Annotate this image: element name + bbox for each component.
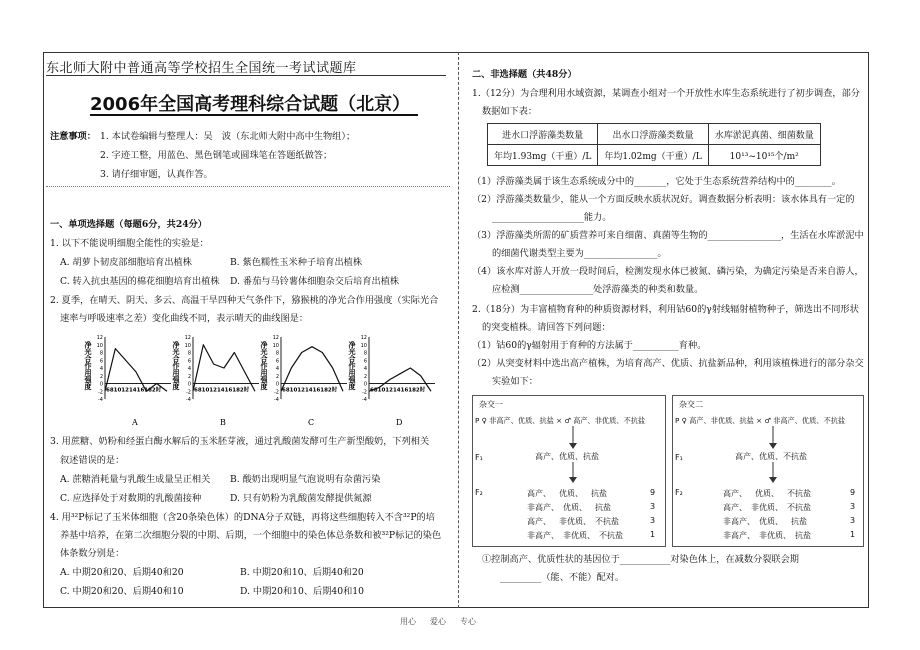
chart-ytick-label: -2 [98,389,103,396]
chart-ytick-label: 6 [275,358,279,365]
f2-ratio: 3 [650,516,656,525]
table-cell: 10¹³~10¹⁵个/m² [708,145,820,166]
chart-ytick-label: 12 [272,335,279,341]
q2-line1: 2. 夏季，在晴天、阴天、多云、高温干旱四种天气条件下，猕猴桃的净光合作用强度（实际光合 [50,295,439,306]
q1-option-a: A. 胡萝卜韧皮部细胞培育出植株 [60,257,192,268]
chart-ytick-label: 8 [275,350,279,357]
title-underline [90,114,418,116]
note-2: 2. 字迹工整，用蓝色、黑色钢笔或圆珠笔在答题纸做答； [100,150,333,161]
chart-caption: B [220,418,226,427]
chart-ytick-label: 2 [99,373,103,380]
exam-title: 2006年全国高考理科综合试题（北京） [90,94,411,115]
chart-caption: C [308,418,315,427]
f2-ratio: 3 [850,516,856,525]
chart-ytick-label: 10 [96,342,103,349]
section2-title: 二、非选择题（共48分） [472,69,577,80]
s2q1-part4b: 应检测________________处浮游藻类的种类和数量。 [492,284,704,295]
s2q1-part3a: （3）浮游藻类所需的矿质营养可来自细菌、真菌等生物的________________，生活在水库淤泥中 [472,230,864,241]
s2q1-part2b: ____________________能力。 [492,212,612,223]
q1-stem: 1. 以下不能说明细胞全能性的实验是： [50,238,209,249]
column-divider [458,52,459,608]
chart-ytick-label: 6 [363,358,367,365]
chart-ytick-label: 0 [363,381,367,388]
chart-ytick-label: 4 [187,366,191,372]
chart-ytick-label: 2 [275,373,279,380]
s2q2-part2b: 实验如下： [492,376,538,387]
q1-option-c: C. 转入抗虫基因的棉花细胞培育出植株 [60,276,220,287]
chart-ytick-label: 4 [99,366,103,372]
chart-ytick-label: -4 [186,397,191,403]
s2q1-part2a: （2）浮游藻类数量少，能从一个方面反映水质状况好。调查数据分析表明：该水体具有一定的 [472,194,855,205]
chart-series-line [281,347,343,392]
s2q2-part1: （1）钴60的γ辐射用于育种的方法属于__________育种。 [472,340,707,351]
f2-row: 非高产、 非优质、 不抗盐 [527,531,623,540]
chart-ytick-label: -4 [274,397,279,403]
chart-ytick-label: 2 [187,373,191,380]
cross-one-parents: P ♀ 非高产、优质、抗盐 × ♂ 高产、非优质、不抗盐 [475,416,646,425]
f2-ratio: 1 [650,530,656,539]
cross-two-f1: 高产、优质、不抗盐 [735,452,807,461]
table-cell: 年均1.02mg（干重）/L [598,145,708,166]
cross-two-f2-label: F₂ [675,488,683,497]
chart-ytick-label: 12 [96,335,103,341]
cross-two-arrows [673,396,863,546]
section1-title: 一、单项选择题（每题6分，共24分） [50,219,207,230]
q1-option-b: B. 紫色糯性玉米种子培育出植株 [230,257,363,268]
q4-option-b: B. 中期20和10、后期40和20 [240,567,364,578]
table-header-row [488,124,821,145]
question-bank-header: 东北师大附中普通高等学校招生全国统一考试试题库 [46,61,357,76]
f2-ratio: 1 [850,530,856,539]
q4-option-d: D. 中期20和10、后期40和10 [240,586,364,597]
chart-ylabel: 净光合作用强度 [172,341,180,390]
s2q1-part1: （1）浮游藻类属于该生态系统成分中的_______，它处于生态系统营养结构中的________。 [472,176,841,187]
q4-line1: 4. 用³²P标记了玉米体细胞（含20条染色体）的DNA分子双链，再将这些细胞转入不含³²P的培 [50,512,435,523]
chart-ytick-label: 0 [187,381,191,388]
table-row [488,145,821,166]
chart-ytick-label: 0 [99,381,103,388]
chart-ytick-label: 4 [275,366,279,372]
q1-option-d: D. 番茄与马铃薯体细胞杂交后培育出植株 [230,276,400,287]
chart-caption: D [396,418,403,427]
chart-series-line [105,349,167,392]
chart-series-line [193,345,255,392]
chart-ytick-label: 12 [360,335,367,341]
chart-xtick-label: 6810121416182时 [282,387,338,394]
cross-two-f1-label: F₁ [675,453,683,462]
footer-word: 爱心 [430,617,446,626]
table-cell: 年均1.93mg（干重）/L [488,145,598,166]
cross-two-parents: P ♀ 高产、非优质、抗盐 × ♂ 非高产、优质、不抗盐 [675,416,846,425]
f2-row: 高产、 非优质、 不抗盐 [723,503,811,512]
chart-ytick-label: 8 [187,350,191,357]
f2-row: 非高产、 优质、 抗盐 [723,517,807,526]
chart-xtick-label: 6810121416182时 [370,387,426,394]
q2-line2: 速率与呼吸速率之差）变化曲线不同，表示晴天的曲线图是： [60,313,309,324]
s2q1-line1: 1.（12分）为合理利用水域资源，某调查小组对一个开放性水库生态系统进行了初步调查，部分 [472,88,860,99]
chart-ytick-label: -2 [362,389,367,396]
s2q1-line2: 数据如下表： [482,106,538,117]
f2-row: 非高产、 优质、 抗盐 [527,503,611,512]
s2q2-line2: 的突变植株。请回答下列问题： [482,322,611,333]
table-header-cell: 出水口浮游藻类数量 [598,124,708,145]
chart-ytick-label: 0 [275,381,279,388]
s2q2-part3b: _________（能、不能）配对。 [500,572,625,583]
cross-two-title: 杂交二 [679,400,703,409]
footer-word: 用心 [400,617,416,626]
q4-option-a: A. 中期20和20、后期40和20 [60,567,184,578]
s2q1-part3b: 的细菌代谢类型主要为________________。 [492,248,667,259]
chart-ytick-label: 4 [363,366,367,372]
chart-ytick-label: 10 [272,342,279,349]
chart-caption: A [132,418,138,427]
chart-ytick-label: 6 [99,358,103,365]
cross-one-title: 杂交一 [479,400,503,409]
f2-row: 非高产、 非优质、 抗盐 [723,531,811,540]
q4-line2: 养基中培养，在第二次细胞分裂的中期、后期，一个细胞中的染色体总条数和被³²P标记的染色 [60,530,442,541]
chart-ytick-label: 10 [360,342,367,349]
s2q1-part4a: （4）该水库对游人开放一段时间后，检测发现水体已被氮、磷污染，为确定污染是否来自游人， [472,266,864,277]
cross-one-f2-label: F₂ [475,488,483,497]
chart-ytick-label: -4 [98,397,103,403]
table-header-cell: 进水口浮游藻类数量 [488,124,598,145]
table-header-cell: 水库淤泥真菌、细菌数量 [708,124,820,145]
cross-one-f1-label: F₁ [475,453,483,462]
q3-option-c: C. 应选择处于对数期的乳酸菌接种 [60,493,202,504]
footer-word: 专心 [460,617,476,626]
dotted-separator [46,186,450,187]
f2-ratio: 9 [850,488,856,497]
cross-one-arrows [473,396,665,546]
chart-ytick-label: -4 [362,397,367,403]
chart-ytick-label: 6 [187,358,191,365]
f2-row: 高产、 非优质、 不抗盐 [527,517,619,526]
f2-row: 高产、 优质、 抗盐 [527,489,607,498]
note-1: 1. 本试卷编辑与整理人：吴 波（东北师大附中高中生物组）； [100,131,356,142]
q3-line2: 叙述错误的是： [60,455,125,466]
chart-xtick-label: 6810121416182时 [194,387,250,394]
cross-one-f1: 高产、优质、抗盐 [535,452,599,461]
cross-one-panel [472,395,666,547]
q3-line1: 3. 用蔗糖、奶粉和经蛋白酶水解后的玉米胚芽液，通过乳酸菌发酵可生产新型酸奶，下列相关 [50,436,430,447]
f2-ratio: 3 [850,502,856,511]
chart-ylabel: 净光合作用强度 [84,341,92,390]
q4-line3: 体条数分别是： [60,548,125,559]
q3-option-d: D. 只有奶粉为乳酸菌发酵提供氮源 [230,493,372,504]
s2q2-part2a: （2）从突变材料中选出高产植株，为培育高产、优质、抗盐新品种，利用该植株进行的部分杂交 [472,358,864,369]
f2-ratio: 9 [650,488,656,497]
q3-option-b: B. 酸奶出现明显气泡说明有杂菌污染 [230,474,381,485]
chart-ytick-label: 8 [99,350,103,357]
chart-ytick-label: 2 [363,373,367,380]
chart-ytick-label: 8 [363,350,367,357]
chart-ytick-label: 12 [184,335,191,341]
chart-ylabel: 净光合作用强度 [348,341,356,390]
cross-two-panel [672,395,864,547]
header-rule [46,75,446,76]
s2q2-part3a: ①控制高产、优质性状的基因位于___________对染色体上，在减数分裂联会期 [482,554,799,565]
q4-option-c: C. 中期20和20、后期40和10 [60,586,184,597]
notes-label: 注意事项： [50,131,96,142]
chart-ytick-label: 10 [184,342,191,349]
q3-option-a: A. 蔗糖消耗量与乳酸生成量呈正相关 [60,474,211,485]
s2q2-line1: 2.（18分）为丰富植物育种的种质资源材料，利用钴60的γ射线辐射植物种子，筛选出不同形状 [472,304,859,315]
f2-ratio: 3 [650,502,656,511]
note-3: 3. 请仔细审题，认真作答。 [100,169,213,180]
photosynthesis-charts [85,333,435,433]
chart-ytick-label: -2 [186,389,191,396]
f2-row: 高产、 优质、 不抗盐 [723,489,811,498]
chart-ylabel: 净光合作用强度 [260,341,268,390]
survey-table [487,123,821,166]
chart-ytick-label: -2 [274,389,279,396]
chart-xtick-label: 6810121416182时 [106,387,162,394]
